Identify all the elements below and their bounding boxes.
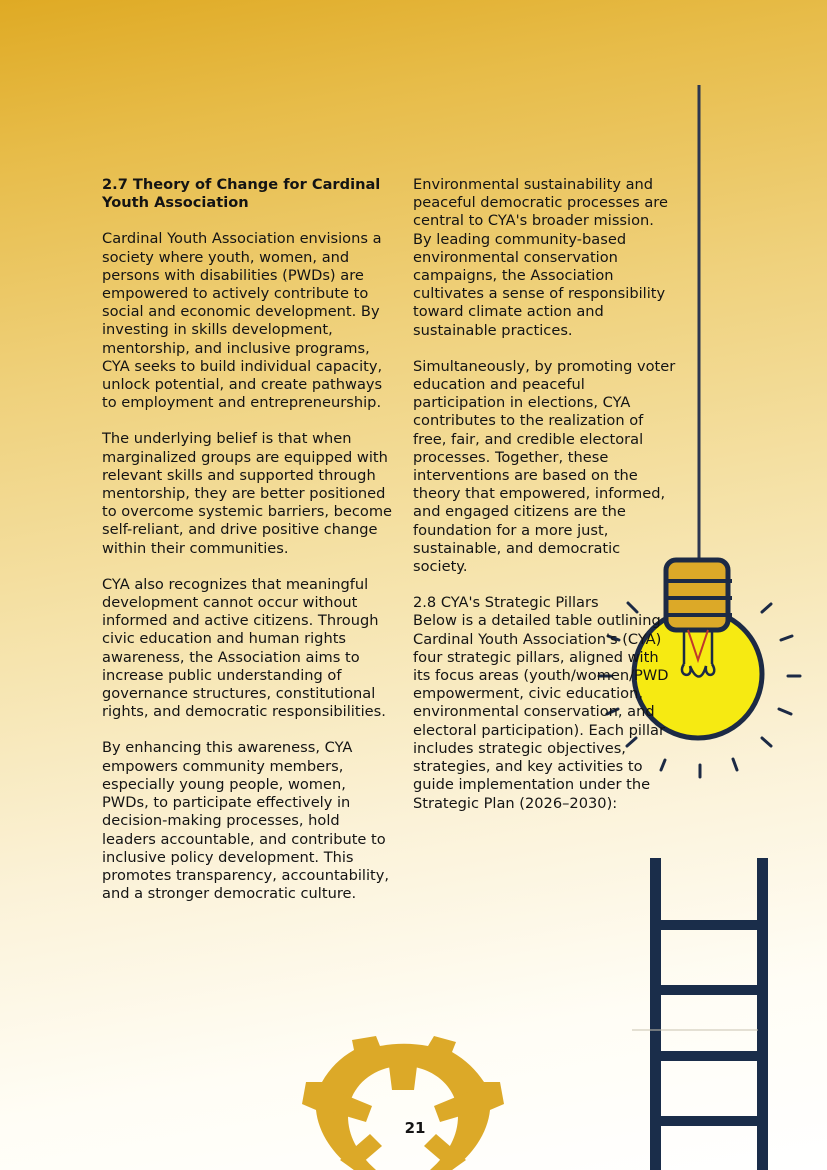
paragraph-vision: Cardinal Youth Association envisions a society where youth, women, and persons with disabilities (PWDs) are empowered to actively contribute to social and economic development. By investing in skills development, mentorship, and inclusive programs, CYA seeks to build individual capacity, unlock potential, and create pathways to employment and entrepreneurship. [102,230,383,412]
left-column [102,176,394,921]
paragraph-empowerment: By enhancing this awareness, CYA empowers community members, especially young people, women, PWDs, to participate effectively in decision-making processes, hold leaders accountable, and contribute to inclusive policy development. This promotes transparency, accountability, and a stronger democratic culture. [102,739,390,903]
right-column [413,176,677,813]
strategic-pillars-heading: 2.8 CYA's Strategic Pillars [413,594,599,612]
theory-of-change-heading: 2.7 Theory of Change for Cardinal Youth Association [102,176,381,212]
paragraph-environment: Environmental sustainability and peaceful democratic processes are central to CYA's broader mission. By leading community-based environmental conservation campaigns, the Association cultivates a sense of responsibility toward climate action and sustainable practices. [413,176,668,339]
gear-icon [302,1036,504,1170]
page-number: 21 [404,1119,426,1137]
paragraph-underlying-belief: The underlying belief is that when marginalized groups are equipped with relevant skills and supported through mentorship, they are better positioned to overcome systemic barriers, become self-reliant, and drive positive change within their communities. [102,430,393,557]
paragraph-civic-awareness: CYA also recognizes that meaningful development cannot occur without informed and active citizens. Through civic education and human rights awareness, the Association aims to increase public understanding of governance structures, constitutional rights, and democratic responsibilities. [102,575,386,721]
paragraph-electoral: Simultaneously, by promoting voter education and peaceful participation in elections, CYA contributes to the realization of free, fair, and credible electoral processes. Together, these interventions are based on the theory that empowered, informed, and engaged citizens are the foundation for a more just, sustainable, and democratic society. [413,357,676,576]
ladder-icon [632,858,768,1170]
paragraph-strategic-pillars: Below is a detailed table outlining Cardinal Youth Association's (CYA) four strategic pillars, aligned with its focus areas (youth/women/PWD empowerment, civic education, environmental conservation, and electoral participation). Each pillar includes strategic objectives, strategies, and key activities to guide implementation under the Strategic Plan (2026–2030): [413,612,669,812]
